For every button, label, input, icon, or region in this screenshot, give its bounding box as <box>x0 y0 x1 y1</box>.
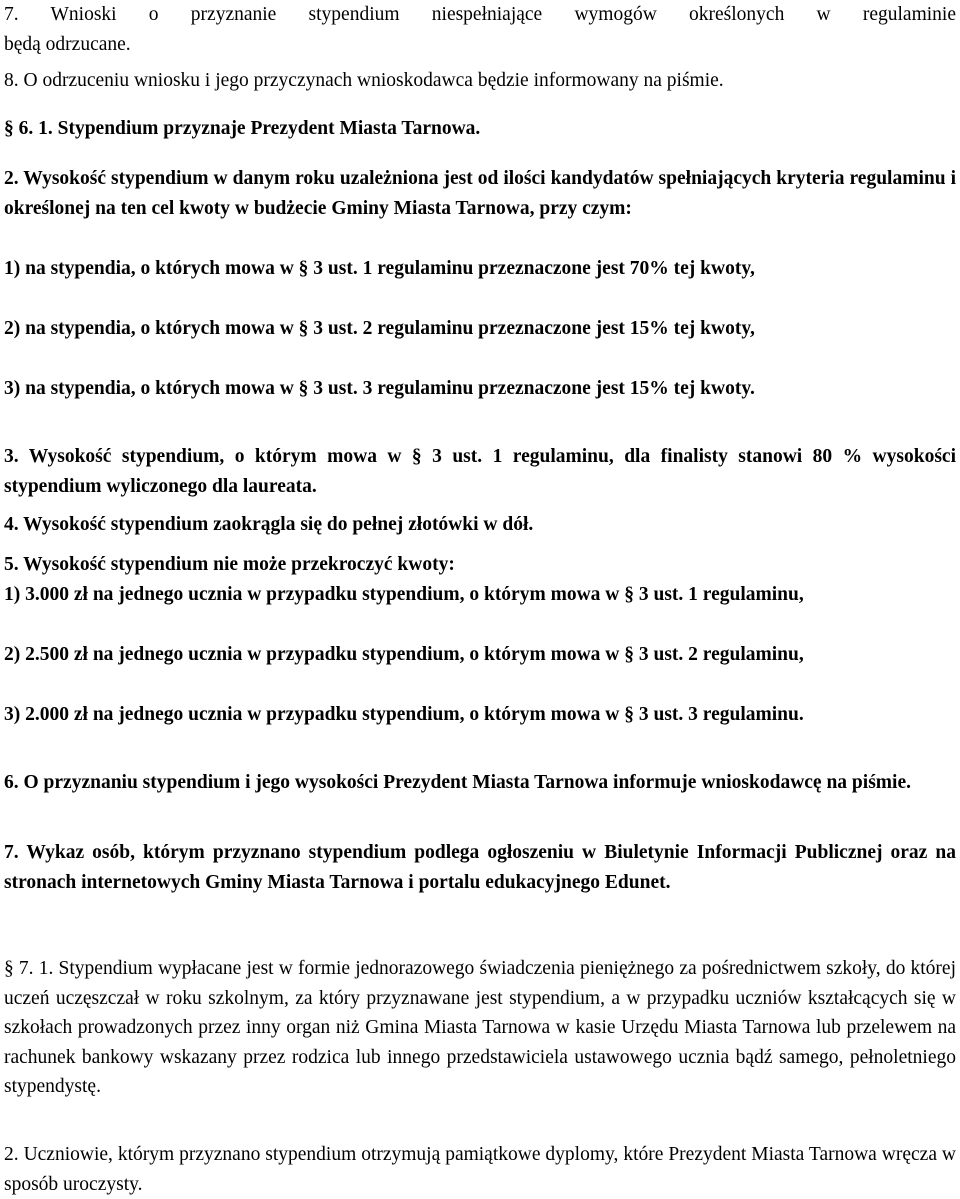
section-6-point-6: 6. O przyznaniu stypendium i jego wysokości Prezydent Miasta Tarnowa informuje wnioskodawcę na piśmie. <box>4 772 911 793</box>
section-7-point-1: § 7. 1. Stypendium wypłacane jest w formie jednorazowego świadczenia pieniężnego za pośrednictwem szkoły, do której uczeń uczęszczał w roku szkolnym, za który przyznawane jest stypendium, a w przypadku uczniów kształcących się w szkołach prowadzonych przez inny organ niż Gmina Miasta Tarnowa w kasie Urzędu Miasta Tarnowa lub przelewem na rachunek bankowy wskazany przez rodzica lub innego przedstawiciela ustawowego ucznia bądź samego, pełnoletniego stypendystę. <box>4 958 956 1097</box>
section-6-point-5-item-3: 3) 2.000 zł na jednego ucznia w przypadku stypendium, o którym mowa w § 3 ust. 3 regulaminu. <box>4 704 804 725</box>
paragraph-7-line2: będą odrzucane. <box>4 34 131 55</box>
section-6-point-5-item-1: 1) 3.000 zł na jednego ucznia w przypadku stypendium, o którym mowa w § 3 ust. 1 regulaminu, <box>4 584 804 605</box>
section-6-point-3: 3. Wysokość stypendium, o którym mowa w § 3 ust. 1 regulaminu, dla finalisty stanowi 80 % wysokości stypendium wyliczonego dla laureata. <box>4 446 956 497</box>
section-6-point-2-item-1: 1) na stypendia, o których mowa w § 3 ust. 1 regulaminu przeznaczone jest 70% tej kwoty, <box>4 258 755 279</box>
section-6-point-7: 7. Wykaz osób, którym przyznano stypendium podlega ogłoszeniu w Biuletynie Informacji Publicznej oraz na stronach internetowych Gminy Miasta Tarnowa i portalu edukacyjnego Edunet. <box>4 842 956 893</box>
section-6-point-5: 5. Wysokość stypendium nie może przekroczyć kwoty: <box>4 554 455 575</box>
section-6-point-2-item-3: 3) na stypendia, o których mowa w § 3 ust. 3 regulaminu przeznaczone jest 15% tej kwoty. <box>4 378 755 399</box>
section-6-point-5-item-2: 2) 2.500 zł na jednego ucznia w przypadku stypendium, o którym mowa w § 3 ust. 2 regulaminu, <box>4 644 804 665</box>
section-6-point-4: 4. Wysokość stypendium zaokrągla się do pełnej złotówki w dół. <box>4 514 534 535</box>
section-6-point-2-item-2: 2) na stypendia, o których mowa w § 3 ust. 2 regulaminu przeznaczone jest 15% tej kwoty, <box>4 318 755 339</box>
paragraph-7-line1: 7. Wnioski o przyznanie stypendium niespełniające wymogów określonych w regulaminie <box>4 4 956 25</box>
section-6-point-1: § 6. 1. Stypendium przyznaje Prezydent Miasta Tarnowa. <box>4 118 481 139</box>
section-7-point-2: 2. Uczniowie, którym przyznano stypendium otrzymują pamiątkowe dyplomy, które Prezydent Miasta Tarnowa wręcza w sposób uroczysty. <box>4 1144 956 1195</box>
paragraph-8: 8. O odrzuceniu wniosku i jego przyczynach wnioskodawca będzie informowany na piśmie. <box>4 70 724 91</box>
section-6-point-2: 2. Wysokość stypendium w danym roku uzależniona jest od ilości kandydatów spełniających kryteria regulaminu i określonej na ten cel kwoty w budżecie Gminy Miasta Tarnowa, przy czym: <box>4 168 956 219</box>
